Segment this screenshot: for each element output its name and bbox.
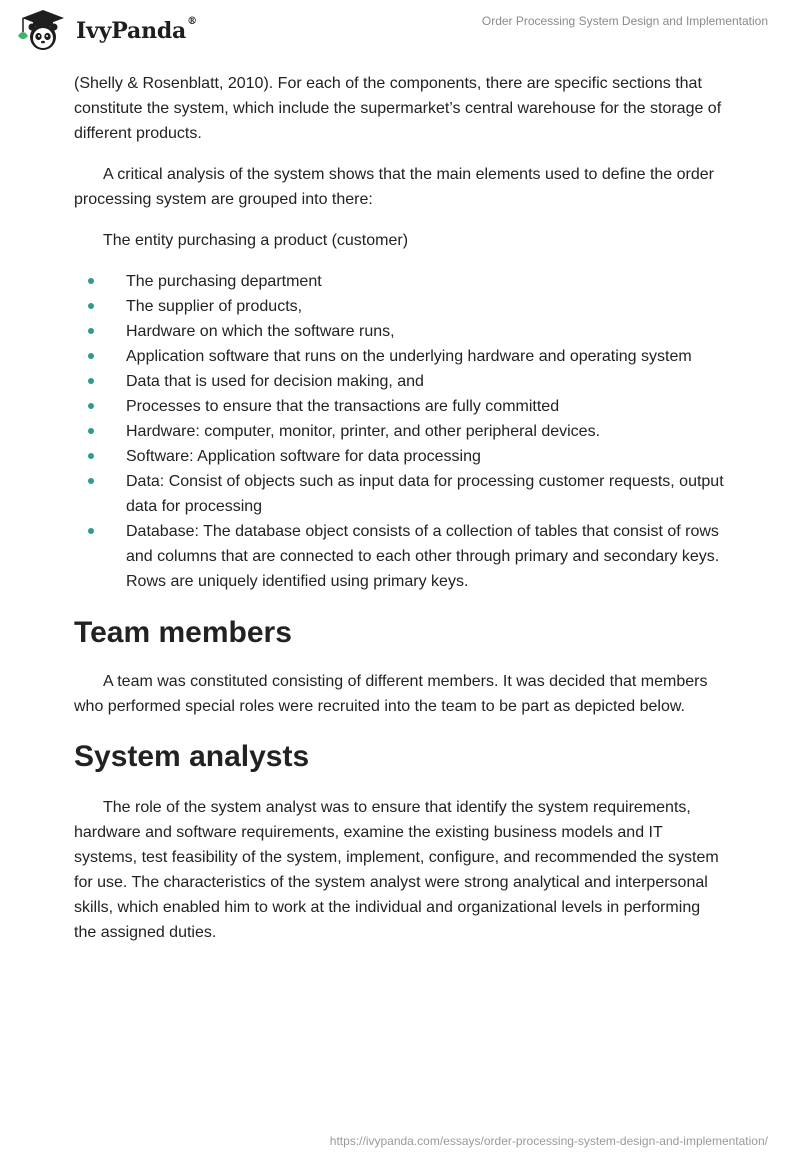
list-item-text: The purchasing department [126, 273, 322, 290]
paragraph-intro: (Shelly & Rosenblatt, 2010). For each of the components, there are specific sections that constitute the system, which include the supermarket’s central warehouse for the storage of different products. [74, 75, 722, 142]
brand-name: IvyPanda® [76, 16, 197, 44]
heading-system-analysts: System analysts [74, 740, 310, 773]
list-item-text: Processes to ensure that the transactions are fully committed [126, 398, 560, 415]
list-item-text: Data that is used for decision making, and [126, 373, 424, 390]
bullet-icon [88, 278, 94, 284]
list-item-text: Software: Application software for data processing [126, 448, 481, 465]
bullet-icon [88, 453, 94, 459]
list-item-text: Data: Consist of objects such as input data for processing customer requests, output data for processing [126, 473, 724, 515]
registered-mark: ® [187, 16, 197, 27]
list-item-text: Application software that runs on the underlying hardware and operating system [126, 348, 692, 365]
list-item-text: The supplier of products, [126, 298, 303, 315]
essay-body [74, 71, 724, 945]
bullet-icon [88, 303, 94, 309]
list-item-text: Hardware on which the software runs, [126, 323, 395, 340]
list-item [74, 444, 724, 469]
page-header [0, 0, 800, 60]
elements-list [74, 269, 724, 594]
list-item [74, 519, 724, 594]
list-item-text: Database: The database object consists of a collection of tables that consist of rows and columns that are connected to each other through primary and secondary keys. Rows are uniquely identified using primary keys. [126, 523, 720, 590]
list-item [74, 269, 724, 294]
document-title: Order Processing System Design and Implementation [481, 14, 768, 28]
list-item [74, 394, 724, 419]
bullet-icon [88, 328, 94, 334]
bullet-icon [88, 353, 94, 359]
source-url[interactable]: https://ivypanda.com/essays/order-processing-system-design-and-implementation/ [329, 1134, 768, 1148]
bullet-icon [88, 528, 94, 534]
bullet-icon [88, 478, 94, 484]
list-item [74, 369, 724, 394]
list-item [74, 344, 724, 369]
list-item [74, 319, 724, 344]
paragraph-entity: The entity purchasing a product (customer) [103, 232, 409, 249]
paragraph-system-analysts: The role of the system analyst was to ensure that identify the system requirements, hardware and software requirements, examine the existing business models and IT systems, test feasibility of the system, implement, configure, and recommended the system for use. The characteristics of the system analyst were strong analytical and interpersonal skills, which enabled him to work at the individual and organizational levels in performing the assigned duties. [74, 799, 719, 941]
list-item [74, 419, 724, 444]
panda-logo-icon [14, 8, 72, 52]
list-item [74, 294, 724, 319]
list-item [74, 469, 724, 519]
paragraph-analysis: A critical analysis of the system shows that the main elements used to define the order processing system are grouped into there: [74, 166, 714, 208]
bullet-icon [88, 428, 94, 434]
heading-team-members: Team members [74, 616, 292, 649]
bullet-icon [88, 378, 94, 384]
bullet-icon [88, 403, 94, 409]
list-item-text: Hardware: computer, monitor, printer, and other peripheral devices. [126, 423, 601, 440]
paragraph-team: A team was constituted consisting of different members. It was decided that members who performed special roles were recruited into the team to be part as depicted below. [74, 673, 708, 715]
brand-logo[interactable] [14, 8, 197, 52]
